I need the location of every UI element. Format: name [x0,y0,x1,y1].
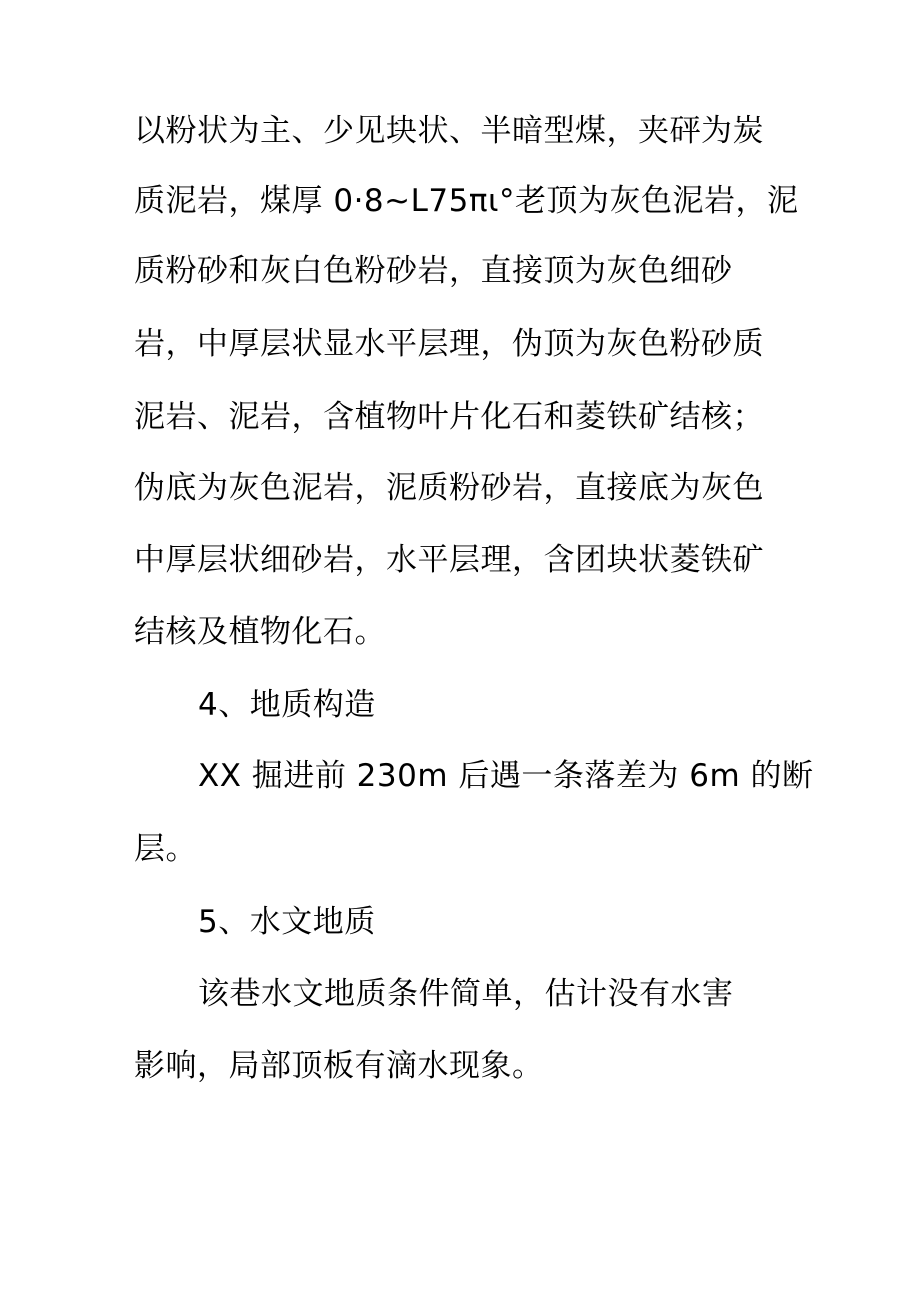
paragraph-line: 泥岩、泥岩，含植物叶片化石和菱铁矿结核； [134,399,764,435]
paragraph-line: 伪底为灰色泥岩，泥质粉砂岩，直接底为灰色 [134,470,764,506]
paragraph-line: 质粉砂和灰白色粉砂岩，直接顶为灰色细砂 [134,253,733,289]
paragraph-line: 结核及植物化石。 [134,614,386,650]
paragraph-line: 岩，中厚层状显水平层理，伪顶为灰色粉砂质 [134,326,764,362]
paragraph-line: 层。 [134,831,197,867]
paragraph-line: 该巷水文地质条件简单，估计没有水害 [198,976,734,1012]
section-heading-hydrogeology: 5、水文地质 [198,904,376,940]
section-heading-geological-structure: 4、地质构造 [198,687,376,723]
paragraph-line: 以粉状为主、少见块状、半暗型煤，夹砰为炭 [134,113,764,149]
paragraph-line: 中厚层状细砂岩，水平层理，含团块状菱铁矿 [134,542,764,578]
paragraph-line: 影响，局部顶板有滴水现象。 [134,1048,544,1084]
paragraph-line: 质泥岩，煤厚 0·8~L75πι°老顶为灰色泥岩，泥 [134,183,799,219]
paragraph-line: XX 掘进前 230m 后遇一条落差为 6m 的断 [198,758,814,794]
